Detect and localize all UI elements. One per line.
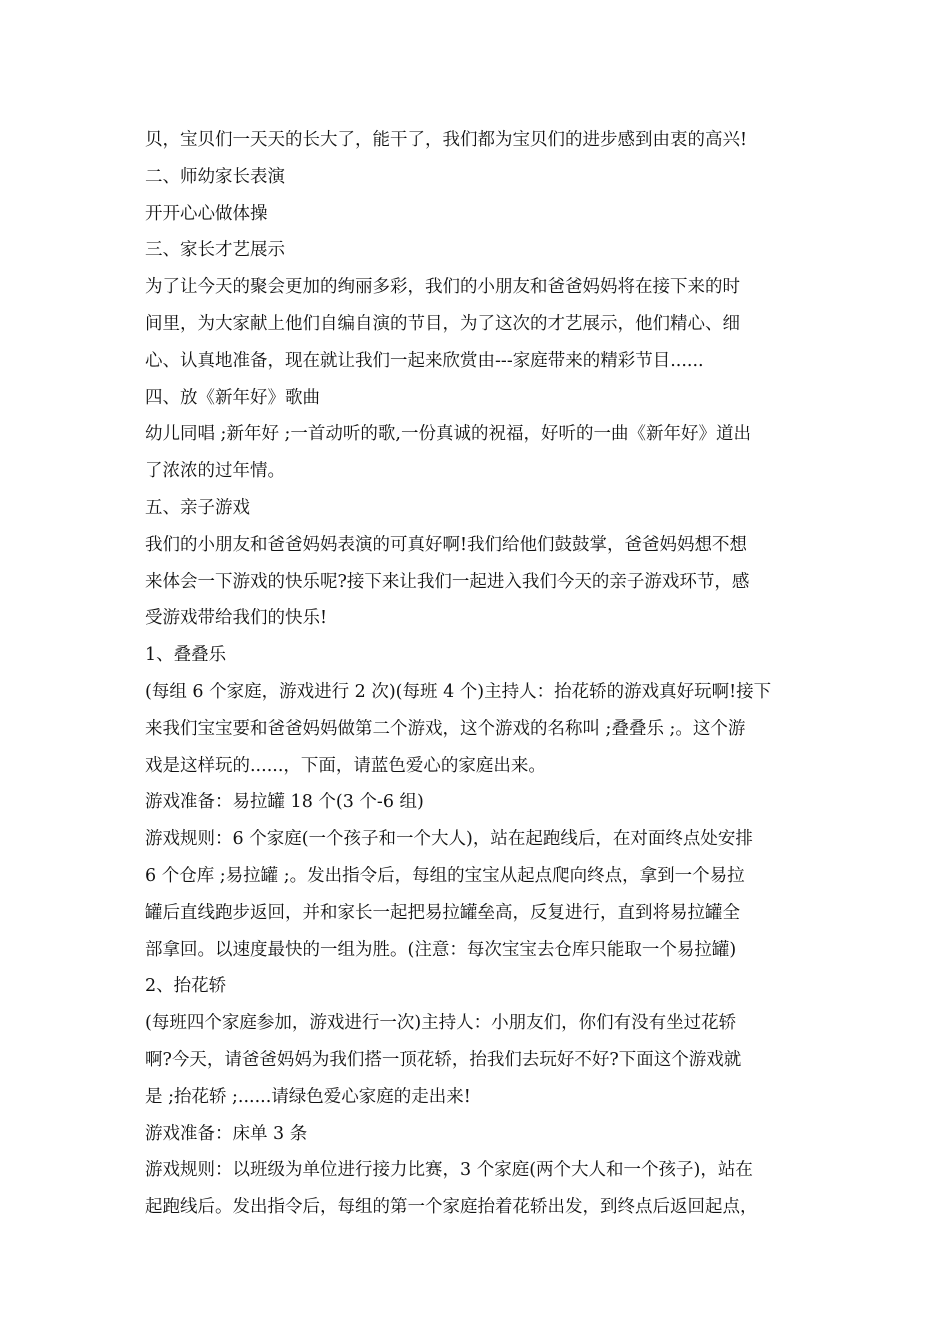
text-line: 间里，为大家献上他们自编自演的节目，为了这次的才艺展示，他们精心、细 xyxy=(145,313,740,334)
text-line: 为了让今天的聚会更加的绚丽多彩，我们的小朋友和爸爸妈妈将在接下来的时 xyxy=(145,277,740,298)
text-line: 游戏规则：6 个家庭(一个孩子和一个大人)，站在起跑线后，在对面终点处安排 xyxy=(145,829,753,850)
section-heading: 四、放《新年好》歌曲 xyxy=(145,387,320,408)
text-line: 来我们宝宝要和爸爸妈妈做第二个游戏，这个游戏的名称叫 ;叠叠乐 ;。这个游 xyxy=(145,718,746,739)
text-line: 游戏准备：床单 3 条 xyxy=(145,1123,308,1144)
text-line: 受游戏带给我们的快乐! xyxy=(145,608,328,629)
text-line: 起跑线后。发出指令后，每组的第一个家庭抬着花轿出发，到终点后返回起点， xyxy=(145,1197,758,1218)
text-line: 6 个仓库 ;易拉罐 ;。发出指令后，每组的宝宝从起点爬向终点，拿到一个易拉 xyxy=(145,865,745,886)
text-line: 我们的小朋友和爸爸妈妈表演的可真好啊!我们给他们鼓鼓掌，爸爸妈妈想不想 xyxy=(145,534,748,555)
text-line: 了浓浓的过年情。 xyxy=(145,461,285,482)
text-line: 来体会一下游戏的快乐呢?接下来让我们一起进入我们今天的亲子游戏环节，感 xyxy=(145,571,750,592)
text-line: 罐后直线跑步返回，并和家长一起把易拉罐垒高，反复进行，直到将易拉罐全 xyxy=(145,902,740,923)
text-line: 啊?今天，请爸爸妈妈为我们搭一顶花轿，抬我们去玩好不好?下面这个游戏就 xyxy=(145,1049,742,1070)
document-body xyxy=(145,122,825,1226)
section-heading: 二、师幼家长表演 xyxy=(145,166,285,187)
text-line: 贝，宝贝们一天天的长大了，能干了，我们都为宝贝们的进步感到由衷的高兴! xyxy=(145,130,748,150)
text-line: (每班四个家庭参加，游戏进行一次)主持人：小朋友们，你们有没有坐过花轿 xyxy=(145,1013,737,1034)
text-line: 开开心心做体操 xyxy=(145,203,268,224)
section-heading: 三、家长才艺展示 xyxy=(145,240,285,261)
text-line: 幼儿同唱 ;新年好 ;一首动听的歌,一份真诚的祝福，好听的一曲《新年好》道出 xyxy=(145,424,751,445)
text-line: 部拿回。以速度最快的一组为胜。(注意：每次宝宝去仓库只能取一个易拉罐) xyxy=(145,939,737,960)
text-line: 戏是这样玩的......，下面，请蓝色爱心的家庭出来。 xyxy=(145,755,546,776)
text-line: 心、认真地准备，现在就让我们一起来欣赏由---家庭带来的精彩节目...... xyxy=(145,350,704,371)
text-line: 游戏规则：以班级为单位进行接力比赛，3 个家庭(两个大人和一个孩子)，站在 xyxy=(145,1160,753,1181)
text-line: (每组 6 个家庭，游戏进行 2 次)(每班 4 个)主持人：抬花轿的游戏真好玩啊!接下 xyxy=(145,681,772,702)
text-line: 游戏准备：易拉罐 18 个(3 个-6 组) xyxy=(145,792,424,813)
subsection-heading: 1、叠叠乐 xyxy=(145,645,227,666)
text-line: 是 ;抬花轿 ;......请绿色爱心家庭的走出来! xyxy=(145,1086,471,1107)
subsection-heading: 2、抬花轿 xyxy=(145,976,227,997)
section-heading: 五、亲子游戏 xyxy=(145,497,250,518)
